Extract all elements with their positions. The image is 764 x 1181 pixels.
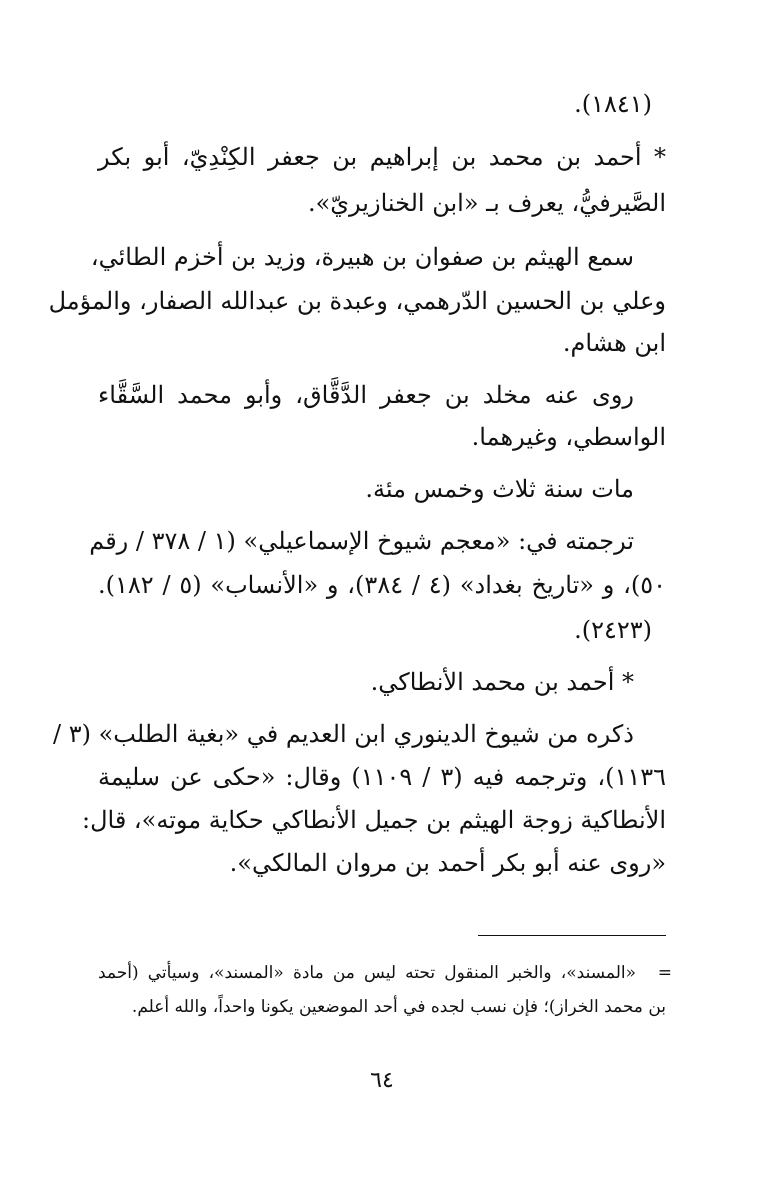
body-line-heard-3: ابن هشام. [562, 329, 666, 357]
body-line-mention-2: ١١٣٦)، وترجمه فيه (٣ / ١١٠٩) وقال: «حكى عن سليمة [98, 763, 667, 791]
footnote-separator [478, 935, 666, 936]
body-line-sources-1: ترجمته في: «معجم شيوخ الإسماعيلي» (١ / ٣٧٨ / رقم [89, 527, 634, 555]
entry-title-line-2: الصَّيرفيُّ، يعرف بـ «ابن الخنازيريّ». [307, 189, 666, 217]
footnote-line-2: بن محمد الخراز)؛ فإن نسب لجده في أحد الموضعين يكونا واحداً، والله أعلم. [131, 997, 666, 1017]
entry-number-1841: (١٨٤١). [574, 90, 652, 118]
entry-number-2423: (٢٤٢٣). [574, 616, 652, 644]
entry-title-line-1: * أحمد بن محمد بن إبراهيم بن جعفر الكِنْدِيّ، أبو بكر [98, 143, 666, 171]
body-line-narrated-2: الواسطي، وغيرهما. [471, 423, 666, 451]
footnote-continuation-mark: = [657, 963, 672, 983]
body-line-heard-1: سمع الهيثم بن صفوان بن هبيرة، وزيد بن أخزم الطائي، [90, 243, 634, 271]
entry-title-antakya: * أحمد بن محمد الأنطاكي. [370, 668, 634, 696]
page-number: ٦٤ [370, 1068, 394, 1093]
body-line-heard-2: وعلي بن الحسين الدّرهمي، وعبدة بن عبدالله الصفار، والمؤمل [48, 287, 666, 315]
body-line-death: مات سنة ثلاث وخمس مئة. [365, 475, 634, 503]
footnote-line-1: «المسند»، والخبر المنقول تحته ليس من مادة «المسند»، وسيأتي (أحمد [98, 963, 636, 983]
body-line-narrated-1: روى عنه مخلد بن جعفر الدَّقَّاق، وأبو محمد السَّقَّاء [98, 381, 634, 409]
body-line-sources-2: ٥٠)، و «تاريخ بغداد» (٤ / ٣٨٤)، و «الأنساب» (٥ / ١٨٢). [98, 571, 667, 599]
body-line-mention-4: «روى عنه أبو بكر أحمد بن مروان المالكي». [229, 849, 666, 877]
body-line-mention-3: الأنطاكية زوجة الهيثم بن جميل الأنطاكي حكاية موته»، قال: [81, 806, 666, 834]
body-line-mention-1: ذكره من شيوخ الدينوري ابن العديم في «بغية الطلب» (٣ / [52, 720, 634, 748]
